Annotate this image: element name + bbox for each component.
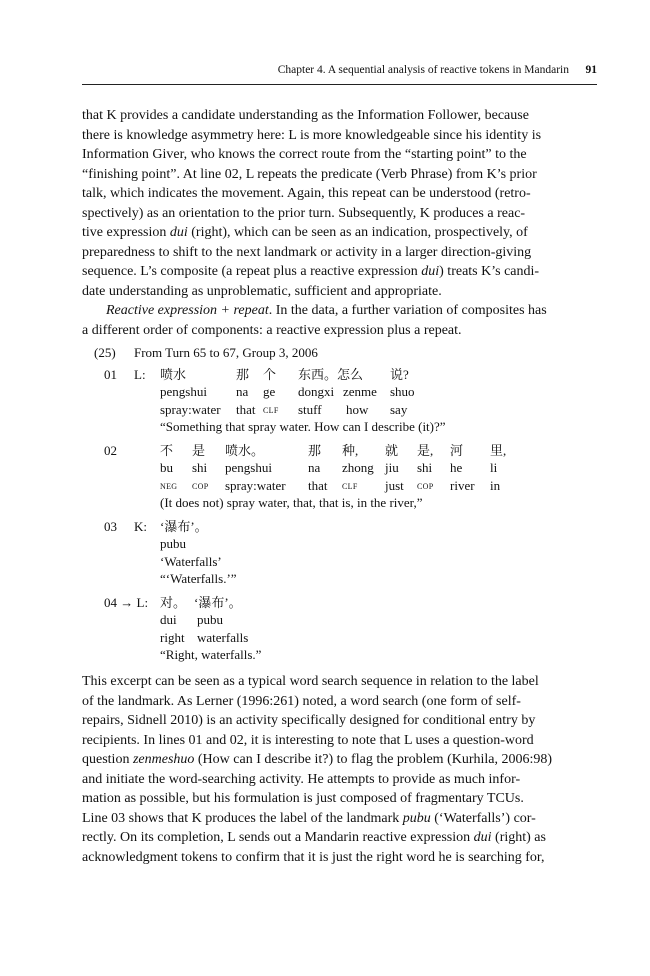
cjk-word: 那 <box>308 442 322 458</box>
line-02-gloss <box>82 477 569 495</box>
italic-term: zenmeshuo <box>132 752 195 767</box>
cjk-word: 喷水 <box>160 366 187 382</box>
translation: “Right, waterfalls.” <box>160 647 262 662</box>
line-04-cjk <box>82 594 569 612</box>
text-line: and initiate the word-searching activity. He attempts to provide as much infor- <box>82 771 521 787</box>
body-paragraph-3 <box>82 672 569 867</box>
text-run: (How can I describe it?) to flag the problem (Kurhila, 2006:98) <box>194 752 553 767</box>
pinyin-word: dui <box>160 612 177 627</box>
gloss-word: spray:water <box>225 477 286 493</box>
line-03-translation <box>82 570 569 588</box>
text-line: acknowledgment tokens to confirm that it is just the right word he is searching for, <box>82 849 545 865</box>
cjk-word: 那 <box>236 366 250 382</box>
gloss-word: just <box>385 477 404 493</box>
line-number: 03 <box>104 518 117 534</box>
text-run: question <box>82 752 133 767</box>
gloss-word: right <box>160 629 185 645</box>
example-number: (25) <box>94 345 116 360</box>
pinyin-word: ge <box>263 384 276 399</box>
pinyin-word: na <box>308 460 321 475</box>
text-line: a different order of components: a reactive expression plus a repeat. <box>82 322 462 338</box>
line-04-gloss <box>82 629 569 647</box>
pinyin-word: na <box>236 384 249 399</box>
text-line <box>82 262 569 282</box>
page-number: 91 <box>585 64 597 76</box>
cjk-word: 不 <box>160 442 174 458</box>
gloss-word: waterfalls <box>197 629 249 645</box>
gloss-word: cop <box>192 477 209 492</box>
cjk-word: ‘瀑布’。 <box>194 594 242 610</box>
pinyin-word: shi <box>192 460 208 475</box>
translation: (It does not) spray water, that, that is, in the river,” <box>160 495 423 510</box>
cjk-word: 东西。怎么 <box>298 366 364 382</box>
text-line: preparedness to shift to the next landmark or activity in a larger direction-giving <box>82 244 532 260</box>
line-04-pinyin <box>82 611 569 629</box>
italic-term: dui <box>169 225 188 240</box>
example-25 <box>82 344 569 664</box>
italic-term: dui <box>473 830 492 845</box>
chapter-title: Chapter 4. A sequential analysis of reactive tokens in Mandarin <box>277 64 569 76</box>
cjk-word: 个 <box>263 366 277 382</box>
text-run: tive expression <box>82 225 170 240</box>
line-03-cjk <box>82 518 569 536</box>
text-line <box>82 301 569 321</box>
text-line: there is knowledge asymmetry here: L is more knowledgeable since his identity is <box>82 127 542 143</box>
text-run: . In the data, a further variation of composites has <box>268 303 547 318</box>
line-number: 01 <box>104 366 117 382</box>
text-line: recipients. In lines 01 and 02, it is interesting to note that L uses a question-word <box>82 732 534 748</box>
gloss-word: stuff <box>298 401 322 417</box>
line-03-gloss <box>82 553 569 571</box>
subheading-italic: Reactive expression + repeat <box>106 303 269 318</box>
gloss-word: clf <box>263 401 279 416</box>
cjk-word: 喷水。 <box>225 442 265 458</box>
line-02-cjk <box>82 442 569 460</box>
pinyin-word: pubu <box>160 536 186 551</box>
pinyin-word: jiu <box>385 460 399 475</box>
gloss-word: clf <box>342 477 358 492</box>
line-number: 02 <box>104 442 117 458</box>
cjk-word: 种, <box>342 442 359 458</box>
gloss-word: how <box>346 401 369 417</box>
text-line: talk, which indicates the movement. Again, this repeat can be understood (retro- <box>82 186 531 201</box>
italic-term: pubu <box>402 810 431 826</box>
pinyin-word: li <box>490 460 498 475</box>
text-run: sequence. L’s composite (a repeat plus a reactive expression <box>82 264 422 279</box>
pinyin-word: pengshui <box>160 384 207 399</box>
translation: “‘Waterfalls.’” <box>160 571 237 586</box>
example-source: From Turn 65 to 67, Group 3, 2006 <box>134 345 318 360</box>
gloss-word: neg <box>160 477 178 492</box>
line-01-pinyin <box>82 383 569 401</box>
running-header <box>82 62 597 85</box>
text-line: mation as possible, but his formulation is just composed of fragmentary TCUs. <box>82 791 524 806</box>
pinyin-word: bu <box>160 460 173 475</box>
text-line: of the landmark. As Lerner (1996:261) noted, a word search (one form of self- <box>82 693 521 709</box>
gloss-word: ‘Waterfalls’ <box>160 553 222 569</box>
text-run: (right) as <box>491 830 546 845</box>
gloss-word: that <box>308 477 328 493</box>
text-line: This excerpt can be seen as a typical word search sequence in relation to the label <box>82 674 539 689</box>
line-01-translation <box>82 418 569 436</box>
line-01-cjk <box>82 366 569 384</box>
body-paragraph-1 <box>82 106 569 340</box>
italic-term: dui <box>421 264 440 279</box>
cjk-word: 就 <box>385 442 399 458</box>
cjk-word: 里, <box>490 442 507 458</box>
line-02-pinyin <box>82 459 569 477</box>
text-run: (‘Waterfalls’) cor- <box>430 810 536 826</box>
pinyin-word: he <box>450 460 463 475</box>
example-header <box>82 344 569 362</box>
gloss-word: that <box>236 401 256 417</box>
text-line <box>82 828 569 848</box>
gloss-word: say <box>390 401 408 417</box>
text-run: ) treats K’s candi- <box>439 264 540 279</box>
cjk-word: 对。 <box>160 594 187 610</box>
pinyin-word: pubu <box>197 612 223 627</box>
pinyin-word: zhong <box>342 460 374 475</box>
text-line: Information Giver, who knows the correct route from the “starting point” to the <box>82 147 527 162</box>
gloss-word: cop <box>417 477 434 492</box>
text-run: Line 03 shows that K produces the label of the landmark <box>82 810 403 826</box>
gloss-word: spray:water <box>160 401 221 417</box>
cjk-word: 说? <box>390 366 409 382</box>
line-03-pinyin <box>82 535 569 553</box>
text-line <box>82 750 569 770</box>
text-line: date understanding as unproblematic, sufficient and appropriate. <box>82 283 442 299</box>
line-number-arrow: 04 → L: <box>104 594 149 610</box>
pinyin-word: zenme <box>343 384 377 399</box>
line-01-gloss <box>82 401 569 419</box>
cjk-word: 是 <box>192 442 206 458</box>
gloss-word: river <box>450 477 475 493</box>
text-line: that K provides a candidate understanding as the Information Follower, because <box>82 108 529 123</box>
pinyin-word: dongxi <box>298 384 335 399</box>
text-line: spectively) as an orientation to the prior turn. Subsequently, K produces a reac- <box>82 205 526 221</box>
translation: “Something that spray water. How can I describe (it)?” <box>160 419 446 434</box>
line-02-translation <box>82 494 569 512</box>
pinyin-word: shi <box>417 460 433 475</box>
line-04-translation <box>82 646 569 664</box>
speaker-label: L: <box>134 366 146 382</box>
text-line: “finishing point”. At line 02, L repeats the predicate (Verb Phrase) from K’s prior <box>82 166 537 182</box>
text-line <box>82 223 569 243</box>
cjk-word: 河 <box>450 442 464 458</box>
text-run: (right), which can be seen as an indication, prospectively, of <box>187 225 528 240</box>
cjk-word: ‘瀑布’。 <box>160 518 208 534</box>
speaker-label: K: <box>134 518 147 534</box>
gloss-word: in <box>490 477 501 493</box>
cjk-word: 是, <box>417 442 434 458</box>
text-line: repairs, Sidnell 2010) is an activity specifically designed for conditional entry by <box>82 713 536 728</box>
text-line <box>82 809 569 829</box>
pinyin-word: shuo <box>390 384 415 399</box>
text-run: rectly. On its completion, L sends out a Mandarin reactive expression <box>82 830 474 845</box>
pinyin-word: pengshui <box>225 460 272 475</box>
